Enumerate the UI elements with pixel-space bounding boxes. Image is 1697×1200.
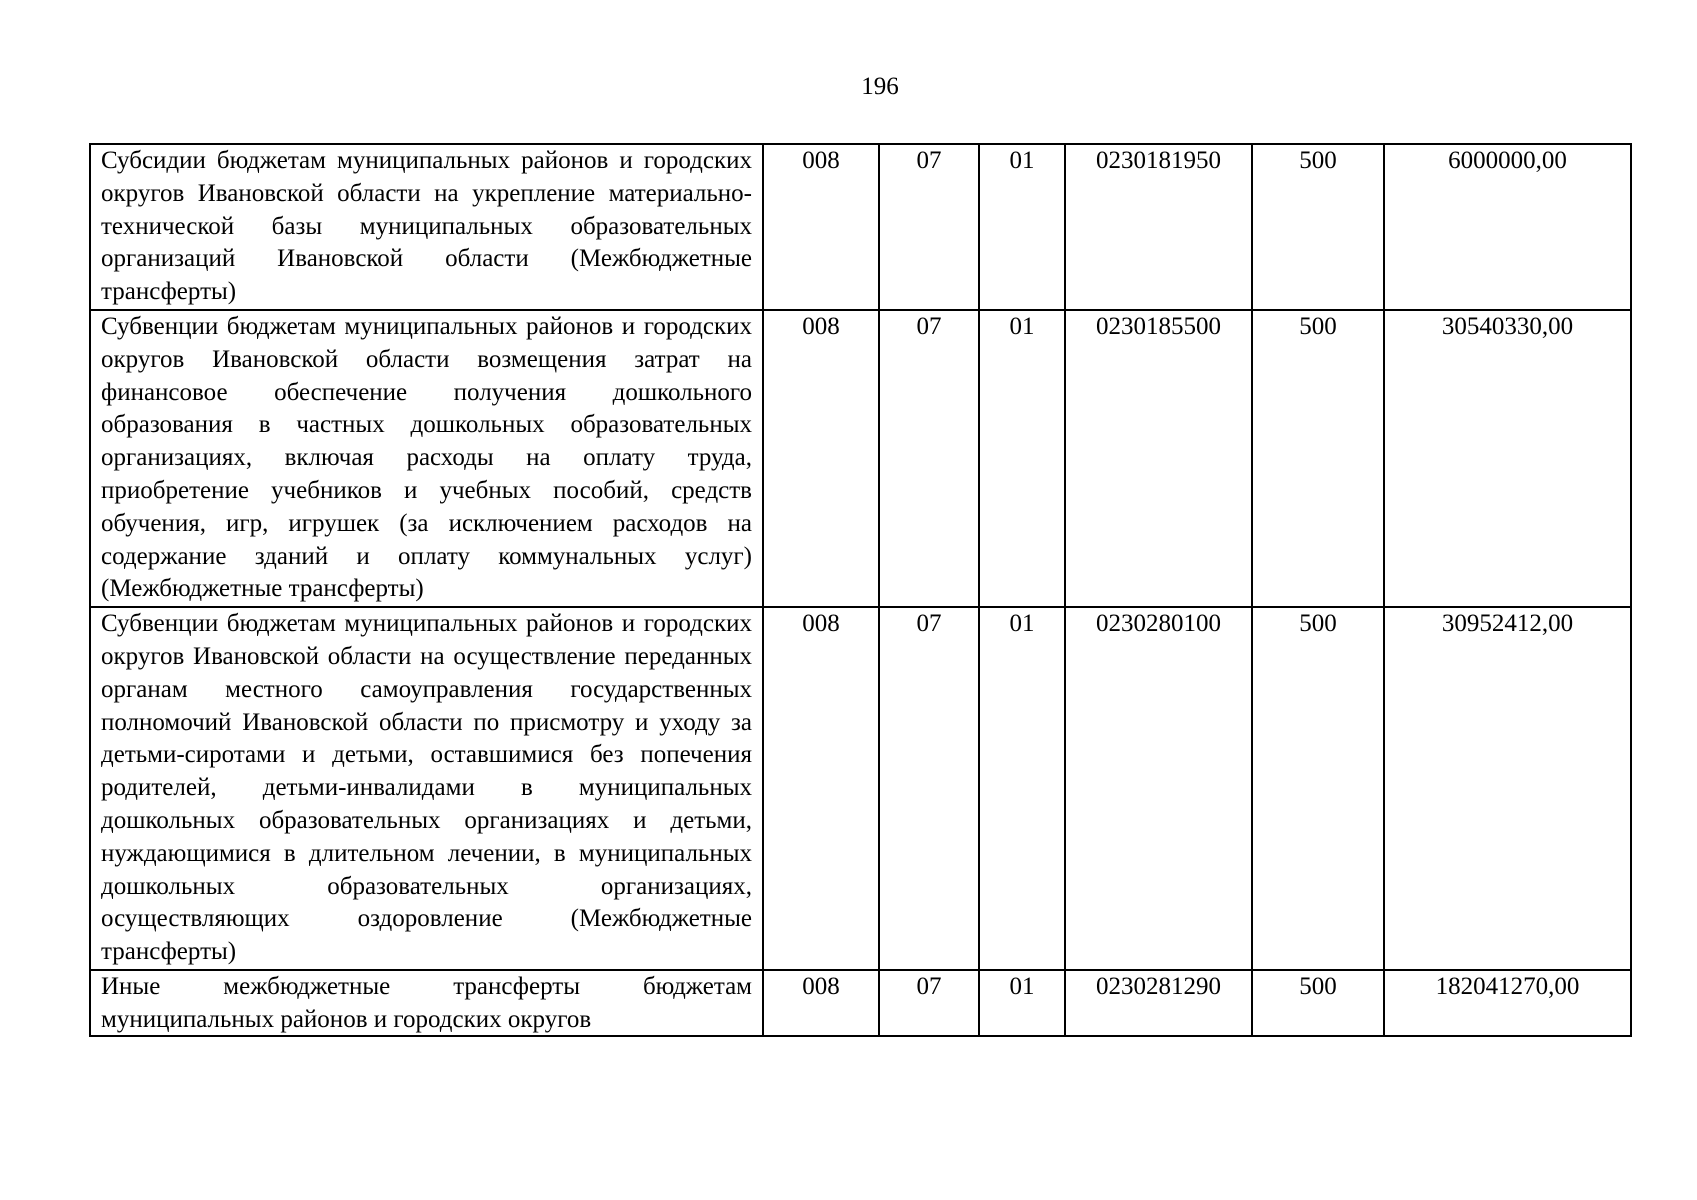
table-row	[90, 970, 1631, 1036]
expense-description-cell	[90, 970, 763, 1036]
section-code: 07	[879, 607, 979, 970]
amount: 30540330,00	[1384, 310, 1631, 607]
expense-type-code: 500	[1252, 144, 1384, 310]
expense-description: Субсидии бюджетам муниципальных районов и городских округов Ивановской области на укрепление материально-технической базы муниципальных образовательных организаций Ивановской области (Межбюджетные трансферты)	[90, 144, 763, 310]
expense-description: Иные межбюджетные трансферты бюджетам муниципальных районов и городских округов	[101, 972, 752, 1033]
amount: 182041270,00	[1384, 970, 1631, 1036]
target-article-code: 0230185500	[1065, 310, 1252, 607]
expense-type-code: 500	[1252, 310, 1384, 607]
ministry-code: 008	[763, 144, 879, 310]
table-row	[90, 144, 1631, 310]
subsection-code: 01	[979, 310, 1065, 607]
ministry-code: 008	[763, 310, 879, 607]
table-row	[90, 607, 1631, 970]
amount: 6000000,00	[1384, 144, 1631, 310]
expense-type-code: 500	[1252, 607, 1384, 970]
section-code: 07	[879, 970, 979, 1036]
target-article-code: 0230181950	[1065, 144, 1252, 310]
section-code: 07	[879, 144, 979, 310]
expense-type-code: 500	[1252, 970, 1384, 1036]
budget-table	[89, 143, 1632, 1037]
ministry-code: 008	[763, 970, 879, 1036]
amount: 30952412,00	[1384, 607, 1631, 970]
target-article-code: 0230281290	[1065, 970, 1252, 1036]
expense-description: Субвенции бюджетам муниципальных районов и городских округов Ивановской области на осуществление переданных органам местного самоуправления государственных полномочий Ивановской области по присмотру и уходу за детьми-сиротами и детьми, оставшимися без попечения родителей, детьми-инвалидами в муниципальных дошкольных образовательных организациях и детьми, нуждающимися в длительном лечении, в муниципальных дошкольных образовательных организациях, осуществляющих оздоровление (Межбюджетные трансферты)	[90, 607, 763, 970]
ministry-code: 008	[763, 607, 879, 970]
table-row	[90, 310, 1631, 607]
subsection-code: 01	[979, 144, 1065, 310]
page-number: 196	[861, 73, 899, 100]
expense-description: Субвенции бюджетам муниципальных районов и городских округов Ивановской области возмещения затрат на финансовое обеспечение получения дошкольного образования в частных дошкольных образовательных организациях, включая расходы на оплату труда, приобретение учебников и учебных пособий, средств обучения, игр, игрушек (за исключением расходов на содержание зданий и оплату коммунальных услуг) (Межбюджетные трансферты)	[90, 310, 763, 607]
section-code: 07	[879, 310, 979, 607]
subsection-code: 01	[979, 970, 1065, 1036]
subsection-code: 01	[979, 607, 1065, 970]
target-article-code: 0230280100	[1065, 607, 1252, 970]
